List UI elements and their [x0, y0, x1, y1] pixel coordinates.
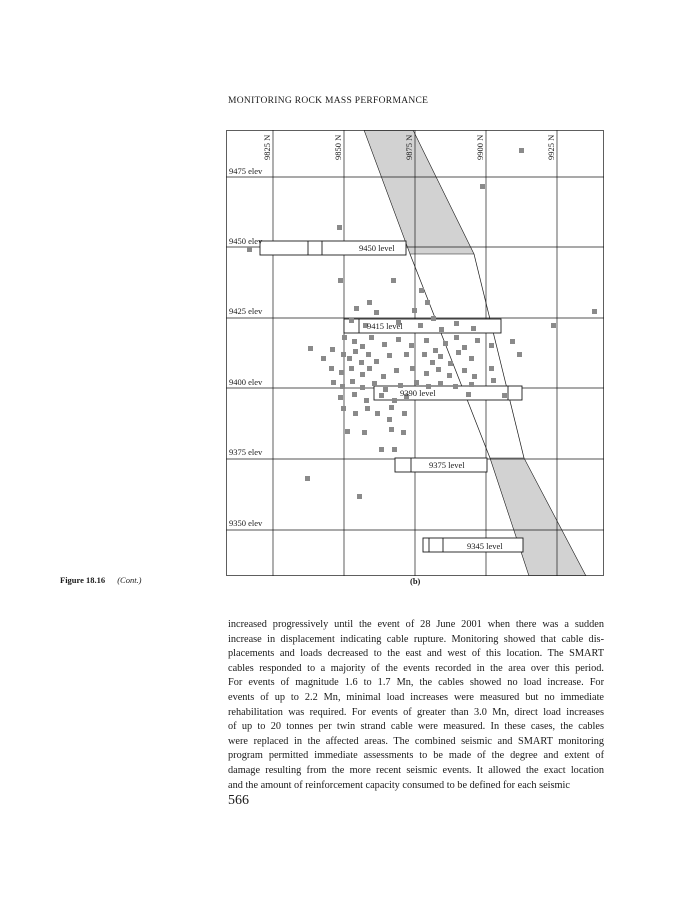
- level-9415-label: 9415 level: [367, 321, 403, 331]
- ore-contact-right: [474, 254, 524, 458]
- northing-9925: 9925 N: [546, 134, 556, 160]
- body-line: of up to 20 tonnes per twin strand cable were measured. In these cases, the cables: [228, 721, 604, 733]
- subfigure-label: (b): [410, 576, 421, 586]
- body-paragraph: [228, 618, 604, 793]
- body-line: damage resulting from the more recent seismic events. It allowed the exact location: [228, 764, 604, 776]
- body-line: placements and loads decreased to the east and west of this location. The SMART: [228, 648, 604, 660]
- body-line: rehabilitation was required. For events of greater than 3.0 Mn, direct load increases: [228, 706, 604, 718]
- body-line: and the amount of reinforcement capacity consumed to be defined for each seismic: [228, 779, 570, 791]
- body-line: events of up to 2.2 Mn, minimal load increases were measured but no immediate: [228, 691, 604, 703]
- elev-9350: 9350 elev: [229, 518, 263, 528]
- level-drives: [260, 241, 523, 552]
- body-line: were replaced in the affected areas. The combined seismic and SMART monitoring: [228, 735, 604, 747]
- elev-9425: 9425 elev: [229, 306, 263, 316]
- elev-9375: 9375 elev: [229, 447, 263, 457]
- northing-9900: 9900 N: [475, 134, 485, 160]
- figure-number: Figure 18.16: [60, 575, 106, 585]
- body-line: program permitted immediate assessments to be made of the degree and extent of: [228, 750, 604, 762]
- running-head: MONITORING ROCK MASS PERFORMANCE: [228, 96, 429, 106]
- page-number: 566: [228, 793, 249, 808]
- elev-9450: 9450 elev: [229, 236, 263, 246]
- northing-9825: 9825 N: [262, 134, 272, 160]
- level-9390-label: 9390 level: [400, 388, 436, 398]
- body-line: cables responded to a majority of the events recorded in the area over this period.: [228, 662, 604, 674]
- body-line: increased progressively until the event of 28 June 2001 when there was a sudden: [228, 619, 604, 630]
- level-9450-label: 9450 level: [359, 243, 395, 253]
- drive-9390: [374, 386, 522, 400]
- northing-9875: 9875 N: [404, 134, 414, 160]
- ore-zone-upper: [364, 130, 474, 254]
- elev-9400: 9400 elev: [229, 377, 263, 387]
- seismic-section-plot: [226, 130, 604, 576]
- body-line: increase in displacement indicating cable rupture. Monitoring showed that cable dis-: [228, 633, 604, 645]
- figure-seismic-section: [226, 130, 604, 576]
- level-9345-label: 9345 level: [467, 541, 503, 551]
- level-9375-label: 9375 level: [429, 460, 465, 470]
- figure-caption-cont: (Cont.): [117, 575, 142, 585]
- elev-9475: 9475 elev: [229, 166, 263, 176]
- body-line: For events of magnitude 1.6 to 1.7 Mn, the cables showed no load increase. For: [228, 677, 604, 689]
- northing-9850: 9850 N: [333, 134, 343, 160]
- ore-zone-lower: [490, 458, 586, 576]
- figure-caption: [60, 575, 142, 585]
